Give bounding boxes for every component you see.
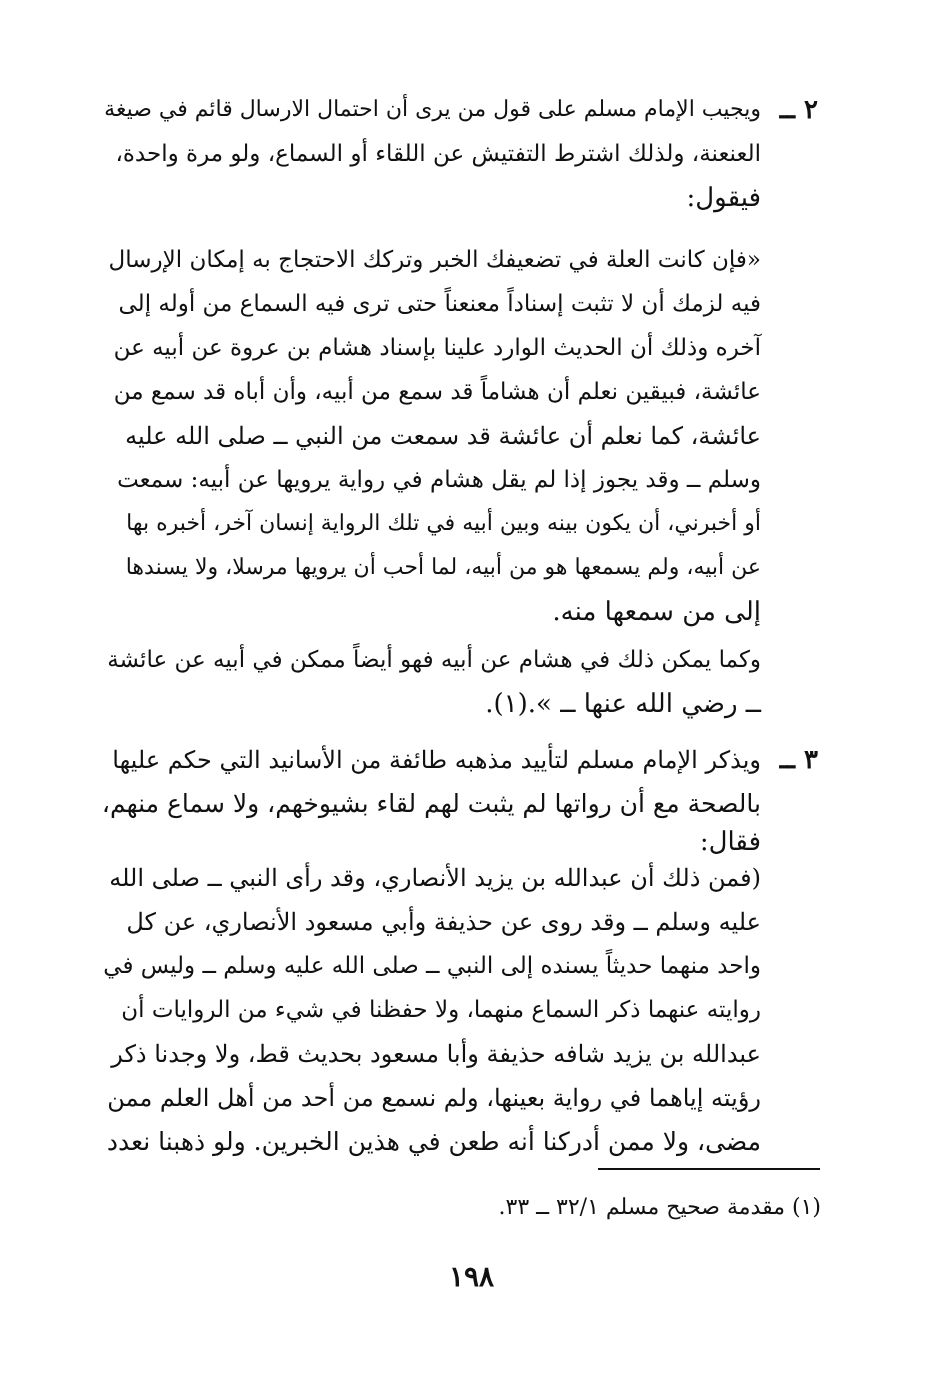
section-3-line-1: ويذكر الإمام مسلم لتأييد مذهبه طائفة من الأسانيد التي حكم عليها <box>112 746 761 774</box>
footnote: (١) مقدمة صحيح مسلم ٣٢/١ ــ ٣٣. <box>498 1195 821 1220</box>
quote-1-line-8: عن أبيه، ولم يسمعها هو من أبيه، لما أحب أن يرويها مرسلا، ولا يسندها <box>125 555 761 580</box>
quote-1-cont-line-1: وكما يمكن ذلك في هشام عن أبيه فهو أيضاً ممكن في أبيه عن عائشة <box>107 647 761 673</box>
quote-1-line-9: إلى من سمعها منه. <box>552 597 761 627</box>
quote-1-line-3: آخره وذلك أن الحديث الوارد علينا بإسناد هشام بن عروة عن أبيه عن <box>113 335 761 361</box>
section-2-line-2: العنعنة، ولذلك اشترط التفتيش عن اللقاء أو السماع، ولو مرة واحدة، <box>115 141 761 167</box>
section-3-number: ٣ ــ <box>779 745 818 775</box>
quote-2-line-1: (فمن ذلك أن عبدالله بن يزيد الأنصاري، وقد رأى النبي ــ صلى الله <box>109 864 761 892</box>
quote-1-line-5: عائشة، كما نعلم أن عائشة قد سمعت من النبي ــ صلى الله عليه <box>125 422 761 450</box>
quote-1-line-7: أو أخبرني، أن يكون بينه وبين أبيه في تلك الرواية إنسان آخر، أخبره بها <box>126 511 761 536</box>
quote-1-cont-line-2: ــ رضي الله عنها ــ ».(١). <box>485 689 761 719</box>
quote-2-line-2: عليه وسلم ــ وقد روى عن حذيفة وأبي مسعود الأنصاري، عن كل <box>126 908 761 936</box>
page-number: ١٩٨ <box>448 1260 495 1293</box>
section-3-line-2: بالصحة مع أن رواتها لم يثبت لهم لقاء بشيوخهم، ولا سماع منهم، <box>101 789 761 818</box>
quote-2-line-5: عبدالله بن يزيد شافه حذيفة وأبا مسعود بحديث قط، ولا وجدنا ذكر <box>111 1040 761 1068</box>
quote-1-line-1: «فإن كانت العلة في تضعيفك الخبر وتركك الاحتجاج به إمكان الإرسال <box>108 247 761 273</box>
section-3-line-3: فقال: <box>699 827 761 857</box>
quote-2-line-6: رؤيته إياهما في رواية بعينها، ولم نسمع من أحد من أهل العلم ممن <box>107 1084 761 1112</box>
quote-1-line-4: عائشة، فبيقين نعلم أن هشاماً قد سمع من أبيه، وأن أباه قد سمع من <box>113 379 761 405</box>
section-2-number: ٢ ــ <box>779 95 818 125</box>
quote-1-line-2: فيه لزمك أن لا تثبت إسناداً معنعناً حتى ترى فيه السماع من أوله إلى <box>118 291 761 317</box>
footnote-separator <box>598 1168 820 1170</box>
quote-2-line-7: مضى، ولا ممن أدركنا أنه طعن في هذين الخبرين. ولو ذهبنا نعدد <box>106 1127 761 1156</box>
quote-1-line-6: وسلم ــ وقد يجوز إذا لم يقل هشام في رواية يرويها عن أبيه: سمعت <box>117 467 761 493</box>
quote-2-line-4: روايته عنهما ذكر السماع منهما، ولا حفظنا في شيء من الروايات أن <box>121 997 761 1023</box>
section-2-line-3: فيقول: <box>686 183 761 213</box>
section-2-line-1: ويجيب الإمام مسلم على قول من يرى أن احتمال الارسال قائم في صيغة <box>104 97 761 122</box>
quote-2-line-3: واحد منهما حديثاً يسنده إلى النبي ــ صلى الله عليه وسلم ــ وليس في <box>103 953 761 979</box>
